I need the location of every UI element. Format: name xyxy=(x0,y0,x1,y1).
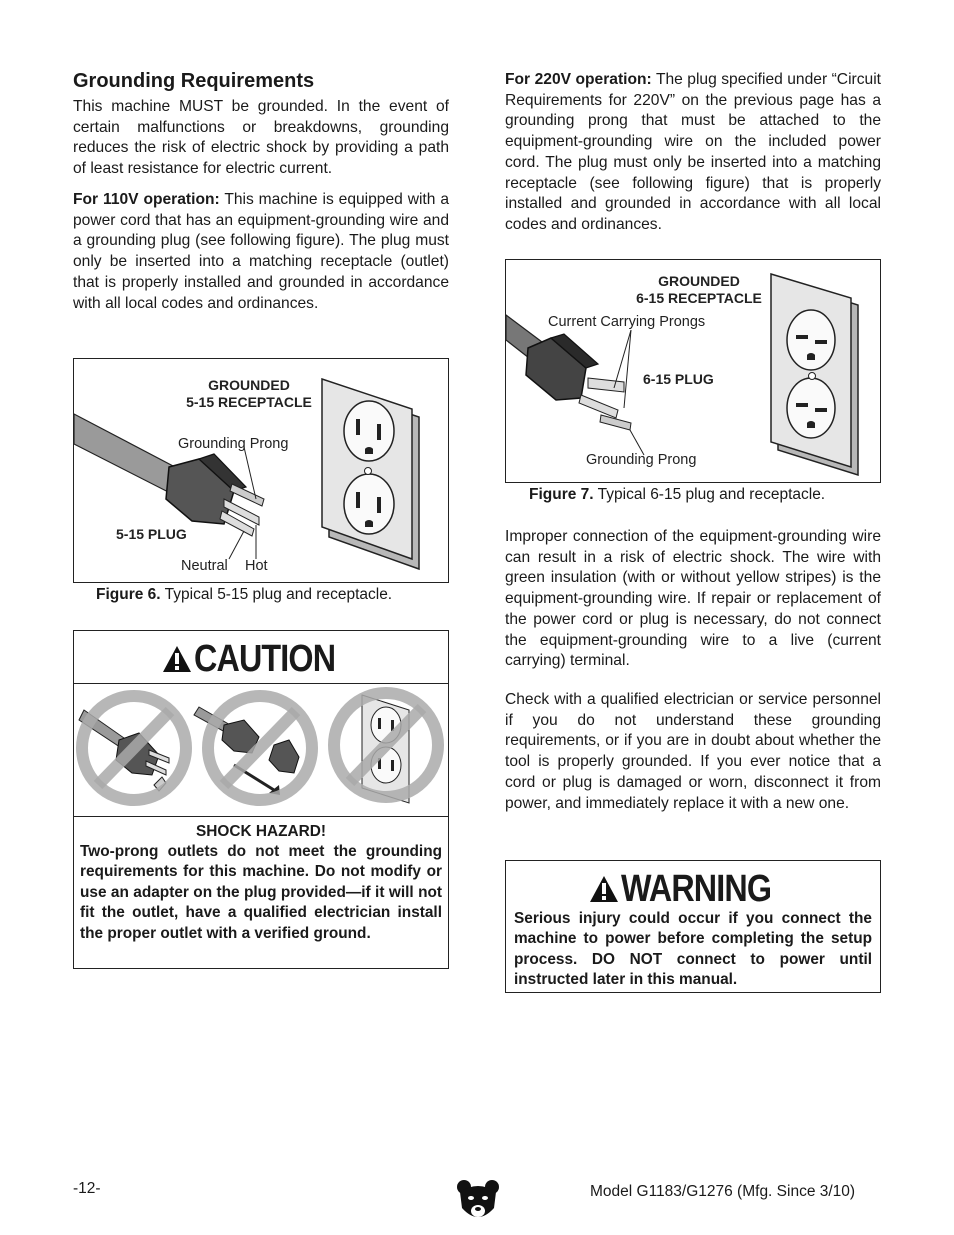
no-two-prong-icon xyxy=(79,696,186,800)
intro-paragraph: This machine MUST be grounded. In the event of certain malfunctions or breakdowns, grounding reduces the risk of electric shock by providing a path of least resistance for electric current. xyxy=(73,98,449,178)
model-info: Model G1183/G1276 (Mfg. Since 3/10) xyxy=(590,1183,856,1200)
caution-header xyxy=(74,637,448,681)
warning-triangle-icon xyxy=(589,874,619,904)
check-paragraph: Check with a qualified electrician or service personnel if you do not understand these grounding requirements, or if you are in doubt about whether the tool is properly grounded. If you ever notice that a cord or plug is damaged or worn, disconnect it from power, and immediately replace it with a new one. xyxy=(505,691,881,812)
figure-6-caption: Figure 6. Typical 5-15 plug and receptacle. xyxy=(96,586,393,603)
plug-label: 5-15 PLUG xyxy=(116,526,187,542)
section-heading: Grounding Requirements xyxy=(73,70,315,92)
current-prongs-label: Current Carrying Prongs xyxy=(548,314,706,330)
warning-title: WARNING xyxy=(620,867,771,910)
op220-paragraph: For 220V operation: The plug specified under “Circuit Requirements for 220V” on the previous page has a grounding prong that must be attached to the equipment-grounding wire on the included power cord. The plug must only be inserted into a matching receptacle (see following figure) that is properly installed and grounded in accordance with all local codes and ordinances. xyxy=(505,71,881,233)
plug-label: 6-15 PLUG xyxy=(643,371,714,387)
warning-box xyxy=(505,860,881,993)
op110-paragraph: For 110V operation: This machine is equipped with a power cord that has an equipment-grounding wire and a grounding plug (see following figure). The plug must only be inserted into a matching receptacle (outlet) that is properly installed and grounded in accordance with all local codes and ordinances. xyxy=(73,191,449,312)
figure-7-caption: Figure 7. Typical 6-15 plug and receptacle. xyxy=(529,486,826,503)
shock-hazard-title: SHOCK HAZARD! xyxy=(196,823,326,840)
page-number: -12- xyxy=(73,1180,101,1197)
receptacle-label: GROUNDED 6-15 RECEPTACLE xyxy=(636,273,762,306)
caution-text: Two-prong outlets do not meet the grounding requirements for this machine. Do not modify or use an adapter on the plug provided—if it will not fit the outlet, have a qualified electrician install the proper outlet with a verified ground. xyxy=(80,843,442,942)
figure-6-box xyxy=(73,358,449,583)
warning-text: Serious injury could occur if you connect the machine to power before completing the setup process. DO NOT connect to power until instructed later in this manual. xyxy=(514,910,872,989)
neutral-label: Neutral xyxy=(181,558,228,574)
hot-label: Hot xyxy=(245,558,268,574)
bear-logo-icon xyxy=(456,1178,500,1224)
caution-title: CAUTION xyxy=(193,637,336,680)
improper-connection-paragraph: Improper connection of the equipment-grounding wire can result in a risk of electric shock. The wire with green insulation (with or without yellow stripes) is the equipment-grounding wire. If repair or replacement of the power cord or plug is necessary, do not connect the equipment-grounding wire to a live (current carrying) terminal. xyxy=(505,528,881,670)
no-adapter-icon xyxy=(194,696,312,800)
warning-triangle-icon xyxy=(162,644,192,674)
grounding-prong-label: Grounding Prong xyxy=(586,452,697,468)
figure-7-box xyxy=(505,259,881,483)
receptacle-label: GROUNDED 5-15 RECEPTACLE xyxy=(186,377,312,410)
no-two-prong-outlet-icon xyxy=(334,693,438,803)
caution-illustrations xyxy=(74,685,447,813)
caution-box xyxy=(73,630,449,969)
grounding-prong-label: Grounding Prong xyxy=(178,436,289,452)
warning-header xyxy=(506,867,880,911)
